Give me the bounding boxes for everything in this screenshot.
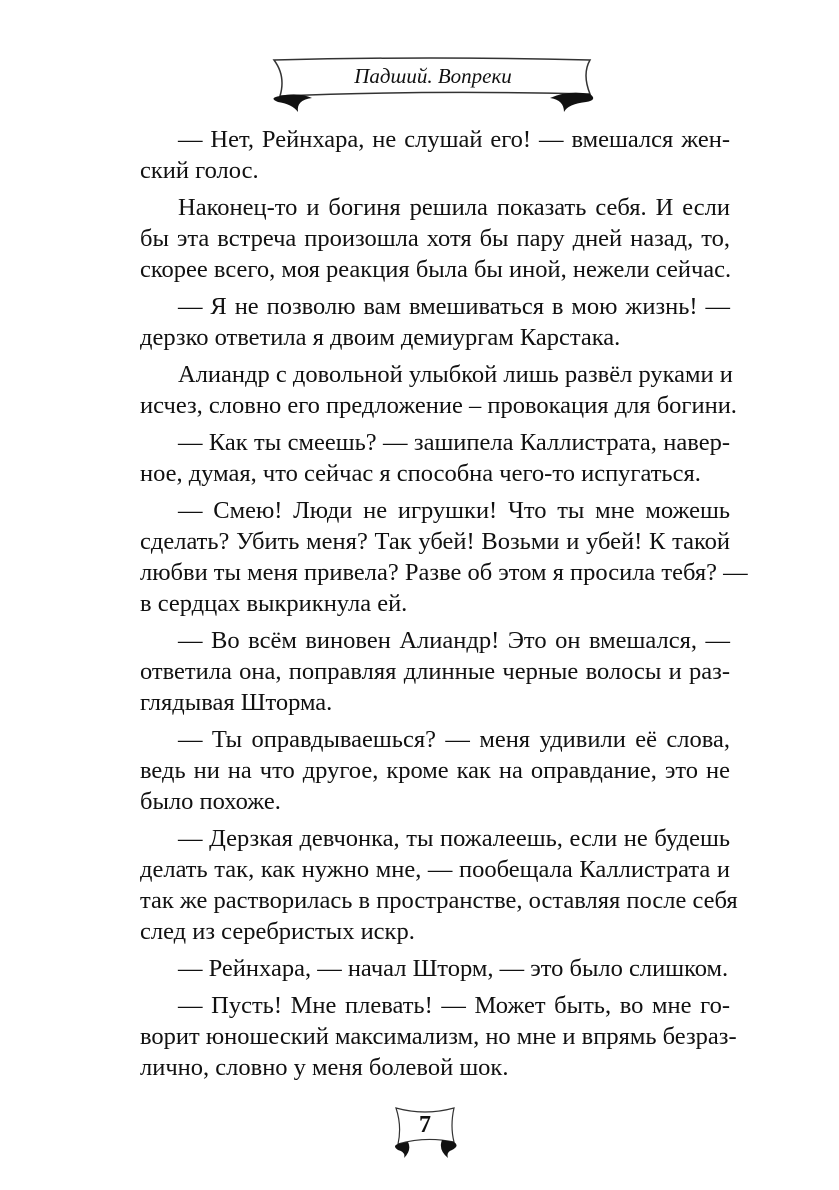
text-line: так же растворилась в пространстве, оставляя после себя xyxy=(140,887,738,914)
paragraph xyxy=(140,953,730,984)
paragraph xyxy=(140,625,730,718)
text-line: глядывая Шторма. xyxy=(140,689,333,716)
text-line: — Рейнхара, — начал Шторм, — это было слишком. xyxy=(178,955,729,982)
text-line: исчез, словно его предложение – провокация для богини. xyxy=(140,392,737,419)
text-line: лично, словно у меня болевой шок. xyxy=(140,1054,509,1081)
text-line: скорее всего, моя реакция была бы иной, нежели сейчас. xyxy=(140,256,732,283)
text-line: след из серебристых искр. xyxy=(140,918,415,945)
text-line: сделать? Убить меня? Так убей! Возьми и убей! К такой xyxy=(140,528,730,555)
page-number: 7 xyxy=(419,1112,431,1138)
text-line: Наконец-то и богиня решила показать себя. И если xyxy=(178,194,730,221)
paragraph xyxy=(140,427,730,489)
text-line: любви ты меня привела? Разве об этом я просила тебя? — xyxy=(140,559,748,586)
text-line: — Смею! Люди не игрушки! Что ты мне можешь xyxy=(178,497,730,524)
text-line: ведь ни на что другое, кроме как на оправдание, это не xyxy=(140,757,730,784)
running-header xyxy=(268,52,598,114)
paragraph xyxy=(140,495,748,619)
paragraph xyxy=(140,823,738,947)
text-line: Алиандр с довольной улыбкой лишь развёл руками и xyxy=(178,361,733,388)
paragraph xyxy=(140,724,730,817)
page-body xyxy=(140,124,748,1089)
text-line: — Нет, Рейнхара, не слушай его! — вмешался жен- xyxy=(178,126,730,153)
page-number-banner xyxy=(390,1102,460,1158)
text-line: ворит юношеский максимализм, но мне и впрямь безраз- xyxy=(140,1023,737,1050)
paragraph xyxy=(140,192,730,285)
text-line: дерзко ответила я двоим демиургам Карстака. xyxy=(140,324,621,351)
text-line: делать так, как нужно мне, — пообещала Каллистрата и xyxy=(140,856,730,883)
text-line: — Ты оправдываешься? — меня удивили её слова, xyxy=(178,726,730,753)
text-line: бы эта встреча произошла хотя бы пару дней назад, то, xyxy=(140,225,730,252)
text-line: ное, думая, что сейчас я способна чего-то испугаться. xyxy=(140,460,701,487)
paragraph xyxy=(140,359,737,421)
text-line: — Во всём виновен Алиандр! Это он вмешался, — xyxy=(178,627,730,654)
paragraph xyxy=(140,291,730,353)
paragraph xyxy=(140,124,730,186)
text-line: — Пусть! Мне плевать! — Может быть, во мне го- xyxy=(178,992,730,1019)
text-line: — Дерзкая девчонка, ты пожалеешь, если не будешь xyxy=(178,825,730,852)
text-line: — Как ты смеешь? — зашипела Каллистрата, навер- xyxy=(178,429,730,456)
text-line: ответила она, поправляя длинные черные волосы и раз- xyxy=(140,658,730,685)
paragraph xyxy=(140,990,737,1083)
text-line: в сердцах выкрикнула ей. xyxy=(140,590,408,617)
text-line: ский голос. xyxy=(140,157,259,184)
text-line: — Я не позволю вам вмешиваться в мою жизнь! — xyxy=(178,293,730,320)
text-line: было похоже. xyxy=(140,788,281,815)
book-title: Падший. Вопреки xyxy=(354,64,512,88)
